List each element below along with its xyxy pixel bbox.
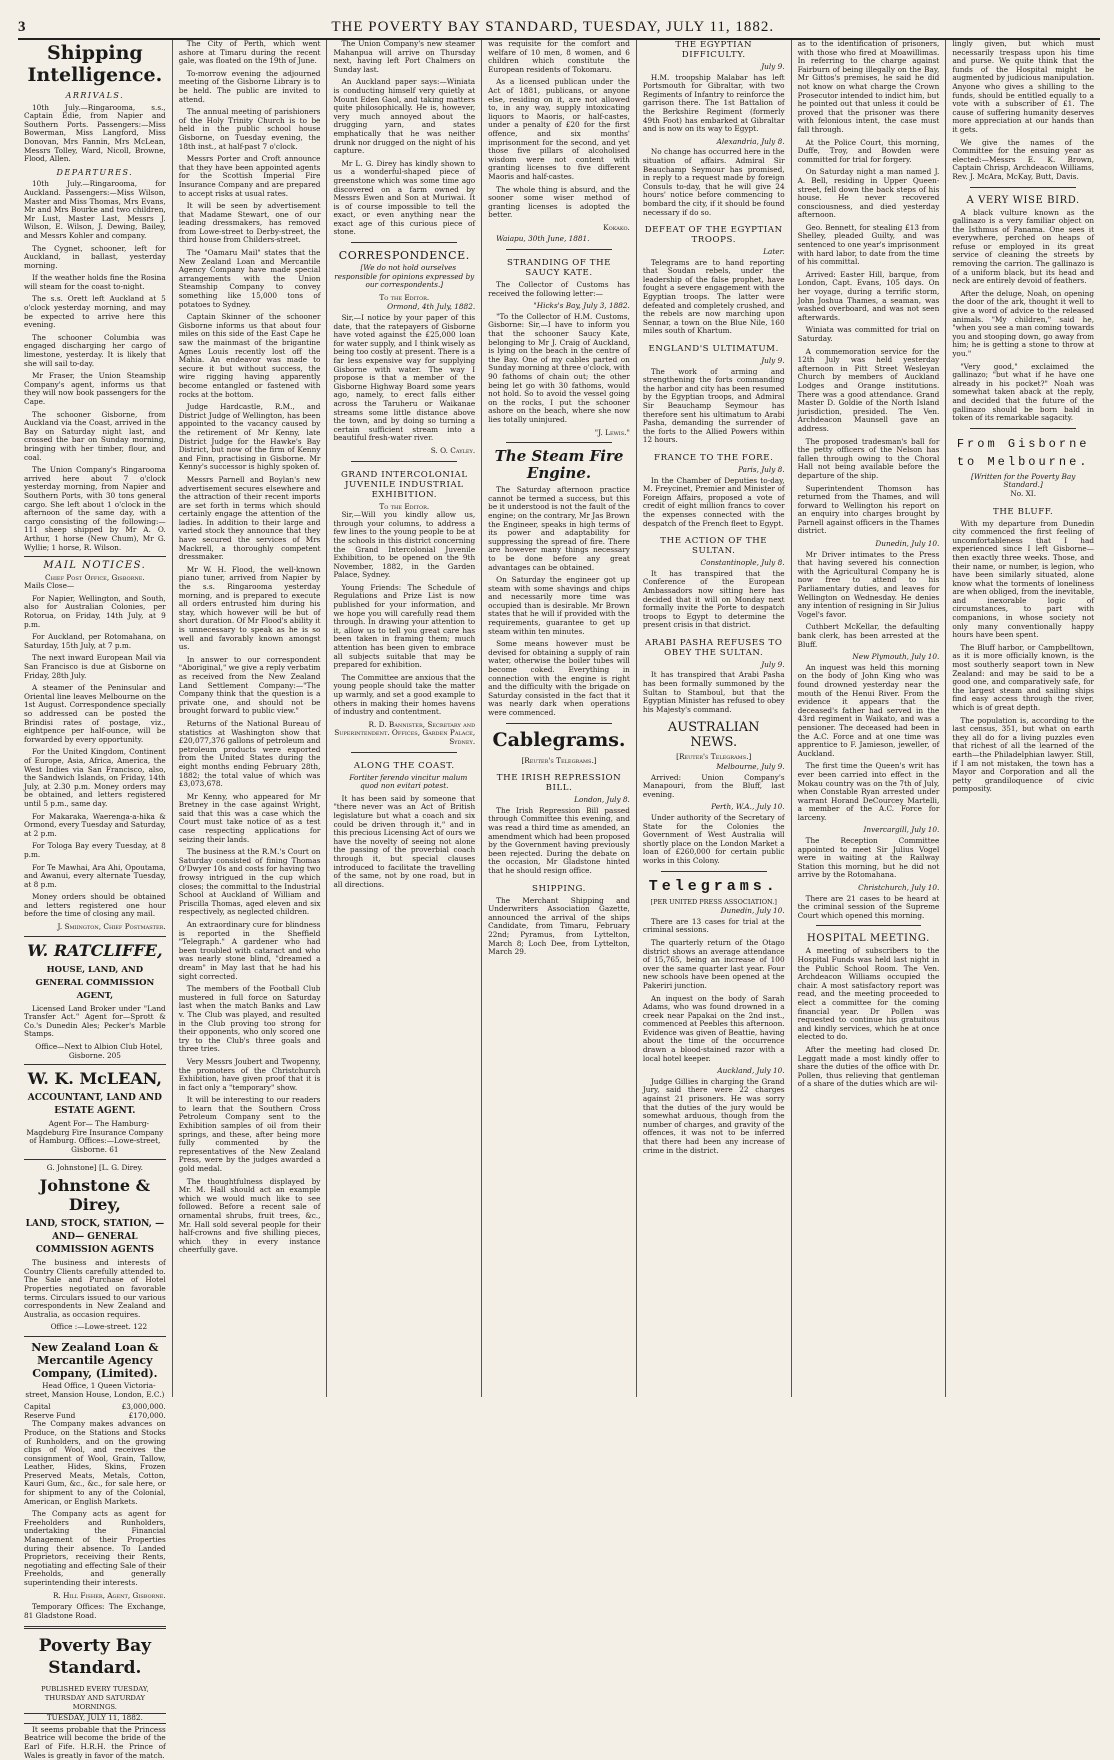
alexandria-text: No change has occurred here in the situation of affairs. Admiral Sir Beauchamp Seymour has promised, in reply to a request made by foreign Consuls to-day, that he will give 24 hours' notice before commencing to bombard the city, if it should be found necessary if do so.: [642, 147, 785, 217]
divider: [816, 925, 922, 926]
paper-title: Poverty Bay Standard.: [38, 1636, 151, 1679]
news-para: Winiata was committed for trial on Saturday.: [797, 325, 940, 343]
news-para: The whole thing is absurd, and the sooner some wiser method of granting licenses is adopted the better.: [488, 184, 630, 220]
column-4: [482, 40, 637, 1397]
news-para: lingly given, but which must necessarily trespass upon his time and purse. We quite think that the funds of the Hospital might be augmented by judicious manipulation. Anyone who gives a shilling to the funds, should be entitled equally to a vote with a subscriber of £1. The cause of suffering humanity deserves more appreciation at our hands than it gets.: [952, 39, 1095, 134]
divider: [506, 442, 612, 443]
divider: [661, 871, 767, 872]
letter-signature: R. D. Bannister, Secretary and Superintendent. Offices, Garden Palace, Sydney.: [334, 719, 476, 746]
dunedin-text: Cuthbert McKellar, the defaulting bank clerk, has been arrested at the Bluff.: [797, 622, 940, 649]
mclean-ad-subtitle: ACCOUNTANT, LAND AND ESTATE AGENT.: [27, 1093, 162, 1117]
mclean-ad-text: Agent For— The Hamburg-Magdeburg Fire Insurance Company of Hamburg. Offices:—Lowe-street, Gisborne. 61: [26, 1119, 164, 1154]
new-plymouth-text: An inquest was held this morning on the body of John King who was found drowned yesterday near the mouth of the Henui River. From the evidence it appears that the deceased's father had served in the 43rd regiment in Waikato, and was a pensioner. The deceased had been in the A.C. Force and at one time was apprentice to F. Jamieson, jeweller, of Auckland.: [797, 662, 940, 758]
irish-heading: THE IRISH REPRESSION BILL.: [496, 773, 622, 794]
cablegrams-subheading: [Reuter's Telegrams.]: [521, 755, 597, 765]
news-para: Returns of the National Bureau of statistics at Washington show that £20,077,376 gallons of petroleum and petroleum products were exported from the United States during the eight months ending February 28th, 1882; the total value of which was £3,073,678.: [178, 718, 321, 789]
news-para: The business at the R.M.'s Court on Saturday consisted of fining Thomas O'Dwyer 10s and costs for having two frowsy intrigued in the cup which closes; the committal to the Industrial School at Auckland of William and Priscilla Thomas, aged eleven and six respectively, as neglected children.: [178, 847, 321, 917]
ship-para: Mr Fraser, the Union Steamship Company's agent, informs us that they will now book passengers for the Cape.: [24, 371, 166, 406]
loan-ad-office: Head Office, 1 Queen Victoria-street, Mansion House, London, E.C.): [25, 1380, 165, 1399]
mail-subheading: Chief Post Office, Gisborne.: [45, 572, 145, 582]
ratcliffe-ad-office: Office—Next to Albion Club Hotel, Gisborne. 205: [35, 1042, 163, 1060]
from-gisborne-subheading: [Written for the Poverty Bay Standard.]: [970, 471, 1076, 490]
reserve-label: Reserve Fund: [24, 1410, 76, 1420]
coast-heading: ALONG THE COAST.: [353, 760, 455, 771]
news-para: At the Police Court, this morning, Duffe, Troy, and Bowden were committed for trial for forgery.: [797, 137, 940, 164]
mail-para: For Makaraka, Waerenga-a-hika & Ormond, every Tuesday and Saturday, at 2 p.m.: [24, 811, 166, 838]
sultan-text: It has transpired that the Conference of the European Ambassadors now sitting here has decided that it will on Monday next formally invite the Porte to despatch troops to Egypt to determine the present crisis in that district.: [642, 568, 785, 630]
column-3: [327, 40, 482, 1397]
bird-text: A black vulture known as the gallinazo is a very familiar object on the Isthmus of Panama. One sees it everywhere, perched on heaps of refuse or employed in its great service of cleaning the streets by removing the carrion. The gallinazo is of a uniform black, but its head and neck are entirely devoid of feathers.: [952, 207, 1095, 286]
new-plymouth-date: New Plymouth, July 10.: [852, 652, 940, 662]
perth-date: Perth, W.A., July 10.: [711, 802, 785, 812]
divider: [24, 936, 166, 937]
coast-text: It has been said by someone that "there never was an Act of British legislature but what a coach and six could be driven through it," and in this precious Licensing Act of ours we have the novelty of seeing not alone the passing of the proverbial coach through it, but special clauses introduced to facilitate the travelling of the same, not by one road, but in all directions.: [333, 793, 476, 889]
news-para: An Auckland paper says:—Winiata is conducting himself very quietly at Mount Eden Gaol, and taking matters quite philosophically. He is, however, very much annoyed about the drugging yarn, and states emphatically that he was neither drunk nor drugged on the night of his capture.: [333, 77, 476, 156]
news-para: On Saturday night a man named J. A. Bell, residing in Upper Queen-street, fell down the back steps of his house. He never recovered consciousness, and died yesterday afternoon.: [797, 167, 940, 220]
bird-heading: A VERY WISE BIRD.: [966, 194, 1080, 206]
mclean-ad-title: W. K. McLEAN,: [27, 1069, 162, 1089]
johnstone-ad-text: The business and interests of Country Clients carefully attended to. The Sale and Purchase of Hotel Properties negotiated on favorable terms. Circulars issued to our various correspondents in New Zealand and Australia, as occasion requires.: [24, 1258, 166, 1319]
ship-para: The schooner Columbia was engaged discharging her cargo of limestone, yesterday. It is likely that she will sail to-day.: [24, 332, 166, 368]
hospital-text: A meeting of subscribers to the Hospital Funds was held last night in the Public School Room. The Ven. Archdeacon Williams occupied the chair. A most satisfactory report was read, and the meeting proceeded to elect a committee for the coming financial year. Dr Pollen was requested to continue his gratuitous and kindly services, which he at once elected to do.: [797, 946, 940, 1042]
page-number: 3: [18, 19, 26, 35]
column-5: [637, 40, 792, 1397]
dunedin-text: An inquest on the body of Sarah Adams, who was found drowned in a creek near Papakai on the 2nd inst., commenced at Peebles this afternoon. Evidence was given of Beattie, having about the time of the occurrence drawn a blood-stained razor with a local hotel keeper.: [642, 993, 785, 1063]
christchurch-date: Christchurch, July 10.: [858, 883, 940, 893]
ship-para: The Cygnet, schooner, left for Auckland, in ballast, yesterday morning.: [24, 243, 166, 270]
auckland-text: Judge Gillies in charging the Grand Jury, said there were 22 charges against 21 prisoners. He was sorry that the duties of the jury would be somewhat arduous, though from the number of charges, and gravity of the offences, it was not to be inferred that there had been any increase of crime in the district.: [642, 1076, 785, 1155]
ship-para: The schooner Gisborne, from Auckland via the Coast, arrived in the Bay on Saturday night last, and crossed the bar on Sunday morning, bringing with her timber, flour, and coal.: [24, 409, 166, 462]
ship-para: The s.s. Orett left Auckland at 5 o'clock yesterday morning, and may be expected to arrive here this evening.: [24, 294, 166, 330]
news-para: Geo. Bennett, for stealing £13 from Shelley, pleaded Guilty, and was sentenced to one year's imprisonment with hard labor, to date from the time of his committal.: [797, 222, 940, 267]
mail-para: The next inward European Mail via San Francisco is due at Gisborne on Friday, 28th July.: [24, 653, 166, 680]
cablegrams-heading: Cablegrams.: [492, 728, 626, 751]
divider: [351, 752, 457, 753]
letter-text: Sir,—Will you kindly allow us, through your columns, to address a few lines to the young people to be at the schools in this district concerning the Grand Intercolonial Juvenile Exhibition, to be opened on the 9th November, 1882, in the Garden Palace, Sydney.: [333, 510, 476, 580]
news-para: Judge Hardcastle, R.M., and District Judge of Wellington, has been appointed to the vacancy caused by the retirement of Mr Kenny, late District Judge for the Hawke's Bay District, but now of the firm of Kenny and Finn, practising in Gisborne. Mr Kenny's successor is highly spoken of.: [178, 402, 321, 472]
australian-heading: AUSTRALIAN NEWS.: [667, 720, 760, 751]
news-para: The annual meeting of parishioners of the Holy Trinity Church is to be held in the public school house Gisborne, on Tuesday evening, the 18th inst., at half-past 7 o'clock.: [178, 107, 321, 151]
column-1: [18, 40, 173, 1760]
perth-text: Under authority of the Secretary of State for the Colonies the Government of West Australia will shortly place on the London Market a loan of £260,000 for certain public works in this Colony.: [642, 813, 785, 865]
saucy-kate-intro: The Collector of Customs has received the following letter:—: [488, 280, 630, 298]
news-para: Mr L. G. Direy has kindly shown to us a wonderful-shaped piece of greenstone which was some time ago discovered on a farm owned by Messrs Ewen and Son at Muriwai. It is of course impossible to tell the exact, or even anything near the exact age of this curious piece of stone.: [333, 158, 476, 237]
news-para: In answer to our correspondent "Aboriginal," we give a reply verbatim as received from the New Zealand Land Settlement Company:—"The Company think that the question is a private one, and should not be brought forward to public view.": [178, 654, 321, 716]
divider: [351, 242, 457, 243]
melbourne-date: Melbourne, July 9.: [716, 762, 785, 772]
paper-date: TUESDAY, JULY 11, 1882.: [24, 1713, 166, 1724]
fire-engine-text: Some means however must be devised for obtaining a supply of rain water, otherwise the boiler tubes will become coked. Everything in connection with the engine is right and the difficulty with the brigade on Saturday consisted in the fact that it was nearly dark when operations were commenced.: [488, 639, 630, 717]
news-para: The Union Company's new steamer Mahanpua will arrive on Thursday next, having left Port Chalmers on Sunday last.: [333, 39, 476, 74]
melbourne-text: Arrived: Union Company's Manapouri, from the Bluff, last evening.: [642, 772, 785, 799]
hospital-text: After the meeting had closed Dr. Leggatt made a most kindly offer to share the duties of the office with Dr. Pollen, thus relieving that gentleman of a share of the duties which are wil-: [797, 1044, 940, 1089]
telegrams-subheading: [PER UNITED PRESS ASSOCIATION.]: [650, 897, 777, 906]
mail-heading: MAIL NOTICES.: [43, 560, 147, 572]
johnstone-ad-names: G. Johnstone] [L. G. Direy.: [46, 1162, 143, 1172]
france-heading: FRANCE TO THE FORE.: [654, 452, 774, 463]
loan-ad-title: New Zealand Loan & Mercantile Agency Company, (Limited).: [31, 1340, 159, 1380]
johnstone-ad-title: Johnstone & Direy,: [39, 1176, 151, 1215]
column-2: [173, 40, 328, 1397]
arrivals-text: 10th July.—Ringarooma, s.s., Captain Edie, from Napier and Southern Ports. Passengers:—Miss Bowerman, Miss Langford, Miss Donovan, Mrs Fannin, Mrs McLean, Messrs Tolley, Ward, Nicoll, Browne, Flood, Allen.: [24, 102, 166, 164]
saucy-kate-signature: "J. Lewis.": [594, 427, 630, 437]
letter-signature: Kokako.: [603, 222, 630, 232]
divider: [351, 461, 457, 462]
christchurch-text: There are 21 cases to be heard at the criminal session of the Supreme Court which opened this morning.: [797, 893, 940, 920]
mail-para: For Auckland, per Rotomahana, on Saturday, 15th July, at 7 p.m.: [24, 632, 166, 650]
reserve-value: £170,000.: [128, 1410, 166, 1420]
news-para: We give the names of the Committee for the ensuing year as elected:—Messrs E. K. Brown, Captain Chrisp, Archdeacon Williams, Rev. J. McAra, McKay, Butt, Davis.: [952, 137, 1095, 181]
mail-para: Money orders should be obtained and letters registered one hour before the time of closing any mail.: [24, 892, 166, 919]
news-para: The "Oamaru Mail" states that the New Zealand Loan and Mercantile Agency Company have made special arrangements with the Union Steamship Company to convey something like 15,000 tons of potatoes to Sydney.: [178, 248, 321, 309]
fire-engine-text: On Saturday the engineer got up steam with some shavings and chips and necessarily more time was occupied than is desirable. Mr Brown states that he will if provided with the requirements, guarantee to get up steam within ten minutes.: [488, 575, 630, 636]
invercargill-text: The Reception Committee appointed to meet Sir Julius Vogel were in waiting at the Railway Station this morning, but he did not arrive by the Rotomahana.: [797, 836, 940, 880]
dunedin-text: Mr Driver intimates to the Press that having severed his connection with the Agricultural Company he is now free to attend to his Parliamentary duties, and leaves for Wellington on Wednesday. He denies any intention of resigning in Sir Julius Vogel's favor.: [797, 549, 940, 619]
egypt-heading: THE EGYPTIAN DIFFICULTY.: [675, 40, 753, 60]
departures-text: 10th July.—Ringarooma, for Auckland. Passengers:—Miss Wilson, Master and Miss Thomas, Mrs Evans, Mr and Mrs Bourke and two children, Mr Lust, Master Last, Messrs J. Wilson, E. Wilson, J. Dewing, Bailey, and Messrs Kohler and company.: [24, 179, 166, 240]
masthead: [18, 10, 1100, 40]
divider: [970, 187, 1076, 188]
shipping-text: The Merchant Shipping and Underwriters Association Gazette, announced the arrival of the ships Candidate, from Timaru, February 22nd; Pyramus, from Lyttelton, March 8; Loch Dee, from Lyttelton, March 29.: [488, 895, 630, 957]
saucy-kate-date: "Hicks's Bay, July 3, 1882.: [533, 301, 630, 311]
bluff-text: With my departure from Dunedin city commenced the first feeling of uncomfortableness that I had experienced since I left Gisborne—then exactly three weeks. Those, and their name, or number, is legion, who have been similarly situated, alone know what the torments of loneliness are when obliged, from the inevitable, and inexorable logic of circumstances, to part with companions, in whose society not only many conventionally happy hours have been spent.: [952, 518, 1095, 640]
news-para: Arrived: Easter Hill, barque, from London, Capt. Evans, 105 days. On her voyage, during a terrific storm, John Joshua Thames, a seaman, was washed overboard, and was not seen afterwards.: [797, 269, 940, 322]
fire-engine-text: The Saturday afternoon practice cannot be termed a success, but this be it understood is not the fault of the engine; on the contrary, Mr Jas Brown the Engineer, speaks in high terms of its power and adaptability for suppressing the spread of fire. There are however many things necessary to be done before any great advantages can be obtained.: [488, 485, 630, 572]
from-gisborne-number: No. XI.: [1010, 488, 1037, 498]
irish-text: The Irish Repression Bill passed through Committee this evening, and was read a third time as amended, an amendment which had been proposed by the Government having previously been rejected. During the debate on the occasion, Mr Gladstone hinted that he should resign office.: [488, 805, 630, 875]
shipping-subheading: SHIPPING.: [532, 883, 586, 894]
auckland-date: Auckland, July 10.: [717, 1066, 785, 1076]
divider: [506, 249, 612, 250]
johnstone-ad-office: Office :—Lowe-street. 122: [50, 1322, 148, 1332]
australian-subheading: [Reuter's Telegrams.]: [676, 752, 752, 762]
sultan-heading: THE ACTION OF THE SULTAN.: [660, 536, 768, 557]
bluff-heading: THE BLUFF.: [993, 506, 1054, 517]
defeat-date: Later.: [763, 247, 785, 257]
departures-heading: DEPARTURES.: [56, 167, 134, 177]
news-para: As a licensed publican under the Act of 1881, publicans, or anyone else, residing on it, are not allowed to, in any way, supply intoxicating liquors to Maoris, or half-castes, under a penalty of £20 for the first offence, and six months' imprisonment for the second, and yet those five pillars of alcoholised wisdom were not content with granting licenses to five different Maoris and half-castes.: [488, 77, 630, 181]
arabi-text: It has transpired that Arabi Pasha has been formally summoned by the Sultan to Stamboul, but that the Egyptian Minister has refused to obey his Majesty's command.: [642, 670, 785, 714]
news-para: Mr Kenny, who appeared for Mr Bretney in the case against Wright, said that this was a case which the Court must take notice of as a test case respecting applications for seizing their lands.: [178, 791, 321, 844]
paper-subtitle: PUBLISHED EVERY TUESDAY, THURSDAY AND SATURDAY MORNINGS.: [41, 1685, 149, 1711]
fire-engine-heading: The Steam Fire Engine.: [494, 447, 624, 483]
saucy-kate-text: "To the Collector of H.M. Customs, Gisborne: Sir,—I have to inform you that the schooner Saucy Kate, belonging to Mr J. Craig of Auckland, is lying on the beach in the centre of the Bay. One of my cables parted on Sunday morning at three o'clock, with 90 fathoms of chain out; the other being let go with 30 fathoms, would not hold. So to avoid the vessel going on the rocks, I put the schooner ashore on the beach, where she now lies totally uninjured.: [488, 311, 630, 424]
ship-para: The Union Company's Ringarooma arrived here about 7 o'clock yesterday morning, from Napier and Southern Ports, with 30 tons general cargo. She left about 1 o'clock in the afternoon of the same day, with a cargo consisting of the following:—111 sheep shipped by Mr A. O. Arthur, 1 horse (New Chum), Mr G. Wyllie; 1 horse, R. Wilson.: [24, 465, 166, 552]
mail-signature: J. Smiington, Chief Postmaster.: [57, 922, 166, 932]
correspondence-heading: CORRESPONDENCE.: [338, 249, 470, 263]
letter-text: Sir,—I notice by your paper of this date, that the ratepayers of Gisborne have voted against the £25,000 loan for water supply, and I think wisely as being too costly at present. There is a far less expensive way for supplying Gisborne with water. The way I propose is that a member of the Gisborne Highway Board some years ago, namely, to erect falls either across the Taruheru or Waikanae streams some little distance above the town, and by doing so turning a certain sufficient stream into a beautiful fresh-water river.: [333, 313, 476, 443]
divider: [24, 1336, 166, 1337]
england-heading: ENGLAND'S ULTIMATUM.: [648, 344, 779, 355]
england-date: July 9.: [761, 356, 785, 366]
to-editor: To the Editor.: [379, 292, 430, 302]
france-text: In the Chamber of Deputies to-day, M. Freycinet, Premier and Minister of Foreign Affairs, proposed a vote of credit of eight million francs to cover the expenses connected with the despatch of the French fleet to Egypt.: [642, 475, 785, 528]
news-para: The members of the Football Club mustered in full force on Saturday last when the match Banks and Law v. The Club was played, and resulted in the Club proving too strong for their opponents, who only scored one try to the Club's three goals and three tries.: [178, 984, 321, 1054]
news-para: It will be interesting to our readers to learn that the Southern Cross Petroleum Company sent to the Exhibition samples of oil from their springs, and these, after being more fully commented by the representatives of the New Zealand Press, were by the judges awarded a gold medal.: [178, 1095, 321, 1174]
loan-ad-temp-offices: Temporary Offices: The Exchange, 81 Gladstone Road.: [24, 1602, 166, 1620]
invercargill-date: Invercargill, July 10.: [863, 825, 940, 835]
defeat-text: Telegrams are to hand reporting that Soudan rebels, under the leadership of the false prophet, have fought a severe engagement with the Egyptian troops. The latter were defeated and completely crushed, and the rebels are now marching upon Sennar, a town on the Blue Nile, 160 miles south of Khartum.: [642, 257, 785, 336]
divider: [24, 1626, 166, 1629]
news-para: Very Messrs Joubert and Twopenny, the promoters of the Christchurch Exhibition, have given proof that it is in fact only a "temporary" show.: [178, 1056, 321, 1092]
column-6: [792, 40, 947, 1397]
capital-value: £3,000,000.: [121, 1402, 166, 1412]
loan-ad-text: The Company makes advances on Produce, on the Stations and Stocks of Runholders, and on the growing clips of Wool, and receives the consignment of Wool, Grain, Tallow, Leather, Hides, Skins, Frozen Preserved Meats, Metals, Cotton, Kauri Gum, &c., &c., for sale here, or for shipment to any of the Colonial, American, or English Markets.: [24, 1419, 166, 1506]
from-gisborne-heading: From Gisborne to Melbourne.: [956, 436, 1090, 469]
loan-ad-text-2: The Company acts as agent for Freeholders and Runholders, undertaking the Financial Management of their Properties during their absence. To Landed Proprietors, receiving their Rents, negotiating and effecting Sale of their Freeholds, and generally superintending their interests.: [24, 1509, 166, 1587]
johnstone-ad-subtitle: LAND, STOCK, STATION, —AND— GENERAL COMMISSION AGENTS: [25, 1219, 165, 1256]
loan-ad-signature: R. Hill Fisher, Agent, Gisborne.: [52, 1590, 166, 1600]
divider: [24, 1064, 166, 1065]
mail-para: A steamer of the Peninsular and Oriental line leaves Melbourne on the 1st August. Correspondence specially so addressed can be posted the Brindisi rates of postage, viz., eightpence per half-ounce, will be forwarded by every opportunity.: [24, 683, 166, 744]
news-para: An extraordinary cure for blindness is reported in the Sheffield "Telegraph." A gardener who had been troubled with cataract and who was nearly stone blind, "dreamed a dream" in May last that he had his sight corrected.: [178, 920, 321, 981]
to-editor: To the Editor.: [379, 501, 430, 511]
telegrams-heading: Telegrams.: [648, 877, 779, 895]
bluff-text: The population is, according to the last census, 351, but what on earth they all do for a living puzzles even that richest of all the learned of the earth—the Philadelphian lawyer. Still, if I am not mistaken, the town has a Mayor and Corporation and all the petty grandiloquence of civic pomposity.: [952, 715, 1095, 794]
ship-para: If the weather holds fine the Rosina will steam for the coast to-night.: [24, 273, 166, 291]
dunedin-date: Dunedin, July 10.: [875, 539, 940, 549]
bird-text: After the deluge, Noah, on opening the door of the ark, thought it well to give a word of advice to the released animals. "My children," said he, "when you see a man coming towards you and stooping down, go away from him; he is getting a stone to throw at you.": [952, 288, 1095, 358]
divider: [24, 556, 166, 557]
egypt-text: H.M. troopship Malabar has left Portsmouth for Gibraltar, with two Regiments of Infantry to reinforce the garrison there. The 1st Battalion of the Berkshire Regiment (formerly 49th Foot) has embarked at Gibraltar and is now on its way to Egypt.: [642, 72, 785, 134]
news-para: Messrs Parnell and Boylan's new advertisement secures elsewhere and the attraction of their recent imports are set forth in terms which should certainly engage the attention of the ladies. In addition to their large and varied stock they announce that they have secured the services of Mrs Mackrell, a thoroughly competent dressmaker.: [178, 474, 321, 562]
irish-date: London, July 8.: [574, 795, 630, 805]
news-para: Mr W. H. Flood, the well-known piano tuner, arrived from Napier by the s.s. Ringarooma yesterday morning, and is prepared to execute all orders entrusted him during his stay, which however will be but of short duration. Of Mr Flood's ability it is unnecessary to speak as he is so well and favorably known amongst us.: [178, 564, 321, 652]
england-text: The work of arming and strengthening the forts commanding the harbor and city has been resumed by the Egyptian troops, and Admiral Sir Beauchamp Seymour has therefore sent his ultimatum to Arabi Pasha, demanding the surrender of the forts to the Allied Powers within 12 hours.: [642, 366, 785, 445]
shipping-heading: Shipping Intelligence.: [27, 42, 163, 86]
mail-para: For Napier, Wellington, and South, also for Australian Colonies, per Rotorua, on Friday, 14th July, at 9 p.m.: [24, 593, 166, 629]
news-para: It will be seen by advertisement that Madame Stewart, one of our leading dressmakers, has removed from Lowe-street to Derby-street, the third house from Childers-street.: [178, 201, 321, 245]
mail-para: Mails Close—: [24, 581, 75, 591]
coast-motto: Fortiter ferendo vincitur malum quod non evitari potest.: [349, 772, 468, 791]
capital-label: Capital: [24, 1402, 51, 1412]
saucy-kate-heading: STRANDING OF THE SAUCY KATE.: [506, 258, 612, 279]
letter-text: Young Friends: The Schedule of Regulations and Prize List is now published for your information, and we hope you will carefully read them through. In drawing your attention to it, allow us to tell you great care has been taken in framing them; much attention has been given to embrace all subjects suitable that may be prepared for exhibition.: [333, 582, 476, 670]
divider: [970, 428, 1076, 429]
new-plymouth-text: The first time the Queen's writ has ever been carried into effect in the Mokau country was on the 7th of July, when Constable Ryan arrested under warrant Horand DeCourcey Martelli, a member of the A.C. Force for larceny.: [797, 761, 940, 822]
egypt-date: July 9.: [761, 62, 785, 71]
column-7: [946, 40, 1100, 1397]
news-para: The thoughtfulness displayed by Mr. M. Hall should act an example which we would much like to see followed. Before a recent sale of ornamental shrubs, fruit trees, &c., Mr. Hall sold several people for their half-crowns and five shilling pieces, which they in every instance cheerfully gave.: [178, 1176, 321, 1255]
divider: [506, 723, 612, 724]
dunedin-date: Dunedin, July 10.: [720, 906, 785, 916]
ratcliffe-ad-text: Licensed Land Broker under "Land Transfer Act." Agent for—Sprott & Co.'s Dunedin Ales; Pecker's Marble Stamps.: [24, 1003, 166, 1039]
news-para: Messrs Porter and Croft announce that they have been appointed agents for the Scottish Imperial Fire Insurance Company and are prepared to accept risks at usual rates.: [178, 154, 321, 198]
defeat-heading: DEFEAT OF THE EGYPTIAN TROOPS.: [644, 225, 783, 246]
letter-date: Ormond, 4th July, 1882.: [387, 302, 476, 312]
alexandria-date: Alexandria, July 8.: [716, 136, 785, 146]
masthead-title: THE POVERTY BAY STANDARD, TUESDAY, JULY 11, 1882.: [331, 19, 775, 35]
dunedin-text: The quarterly return of the Otago district shows an average attendance of 15,765, being an increase of 100 over the same quarter last year. Four new schools have been opened at the Pakeriri junction.: [642, 937, 785, 990]
letter-text: The Committee are anxious that the young people should take the matter up warmly, and set a good example to others in making their homes havens of industry and contentment.: [333, 672, 476, 717]
correspondence-note: [We do not hold ourselves responsible for opinions expressed by our correspondents.]: [334, 263, 475, 290]
bluff-text: The Bluff harbor, or Campbelltown, as it is more officially known, is the most southerly seaport town in New Zealand: and may be said to be a good one, and comparatively safe, for the largest steam and sailing ships find easy access through the river, which is of great depth.: [952, 642, 1095, 712]
letter-signature: S. O. Cayley.: [430, 445, 476, 455]
news-para: was requisite for the comfort and welfare of 10 men, 8 women, and 6 children which constitute the European residents of Tokomaru.: [488, 39, 630, 74]
news-para: The City of Perth, which went ashore at Timaru during the recent gale, was floated on the 19th of June.: [178, 39, 321, 66]
letter-date: Waiapu, 30th June, 1881.: [496, 234, 590, 244]
exhibition-heading: GRAND INTERCOLONIAL JUVENILE INDUSTRIAL EXHIBITION.: [340, 469, 468, 500]
france-date: Paris, July 8.: [738, 464, 785, 474]
divider: [24, 1159, 166, 1160]
mail-para: For Tologa Bay every Tuesday, at 8 p.m.: [24, 841, 166, 859]
columns: [18, 39, 1100, 1760]
sultan-date: Constantinople, July 8.: [700, 558, 785, 568]
news-para: To-morrow evening the adjourned meeting of the Gisborne Library is to be held. The public are invited to attend.: [178, 68, 321, 104]
news-para: Captain Skinner of the schooner Gisborne informs us that about four miles on this side of the East Cape he saw the mainmast of the brigantine Agnes Louis recently lost off the Mahia. An endeavor was made to secure it but without success, the wire rigging having apparently become entangled or fastened with rocks at the bottom.: [178, 312, 321, 399]
arabi-date: July 9.: [761, 659, 785, 669]
dunedin-text: There are 13 cases for trial at the criminal sessions.: [642, 916, 785, 935]
mail-para: For the United Kingdom, Continent of Europe, Asia, Africa, America, the West Indies via San Francisco, also, the Sandwich Islands, on Friday, 14th July, at 2.30 p.m. Money orders may be obtained, and letters registered until 5 p.m., same day.: [24, 747, 166, 808]
arrivals-heading: ARRIVALS.: [65, 91, 125, 100]
news-para: The proposed tradesman's ball for the petty officers of the Nelson has fallen through owing to the Choral Hall not being available before the departure of the ship.: [797, 436, 940, 480]
ratcliffe-ad-subtitle: HOUSE, LAND, AND GENERAL COMMISSION AGENT,: [35, 964, 155, 1001]
bird-text: "Very good," exclaimed the gallinazo; "but what if he have one already in his pocket?" Noah was somewhat taken aback at the reply, and decided that the future of the gallinazo should be born bald in token of its remarkable sagacity.: [952, 361, 1095, 423]
news-para: A commemoration service for the 12th July was held yesterday afternoon in Pitt Street Wesleyan Church by members of Auckland Lodges and Orange institutions. There was a good attendance. Grand Master D. Goldie of the North Island jurisdiction, presided. The Ven. Archdeacon Maunsell gave an address.: [797, 346, 940, 433]
mail-para: For Te Mawhai, Ara Ahi, Opoutama, and Awanui, every alternate Tuesday, at 8 p.m.: [24, 862, 166, 889]
ratcliffe-ad-title: W. RATCLIFFE,: [27, 940, 163, 960]
news-para: Superintendent Thomson has returned from the Thames, and will forward to Wellington his report on an enquiry into charges brought by Parnell against officers in the Thames district.: [797, 483, 940, 536]
hospital-heading: HOSPITAL MEETING.: [807, 933, 930, 945]
news-para: as to the identification of prisoners, with those who fired at Moawillimas. In referring to the charge against Fairburn of being illegally on the Bay, Mr Gittos's premises, he said he did not know on what charge the Crown Prosecutor intended to indict him, but he pointed out that unless it could be proved that the prisoner was there with felonious intent, the case must fall through.: [797, 39, 940, 134]
paper-first-para: It seems probable that the Princess Beatrice will become the bride of the Earl of Fife. H.R.H. the Prince of Wales is greatly in favor of the match.: [24, 1724, 166, 1760]
arabi-heading: ARABI PASHA REFUSES TO OBEY THE SULTAN.: [644, 637, 783, 658]
